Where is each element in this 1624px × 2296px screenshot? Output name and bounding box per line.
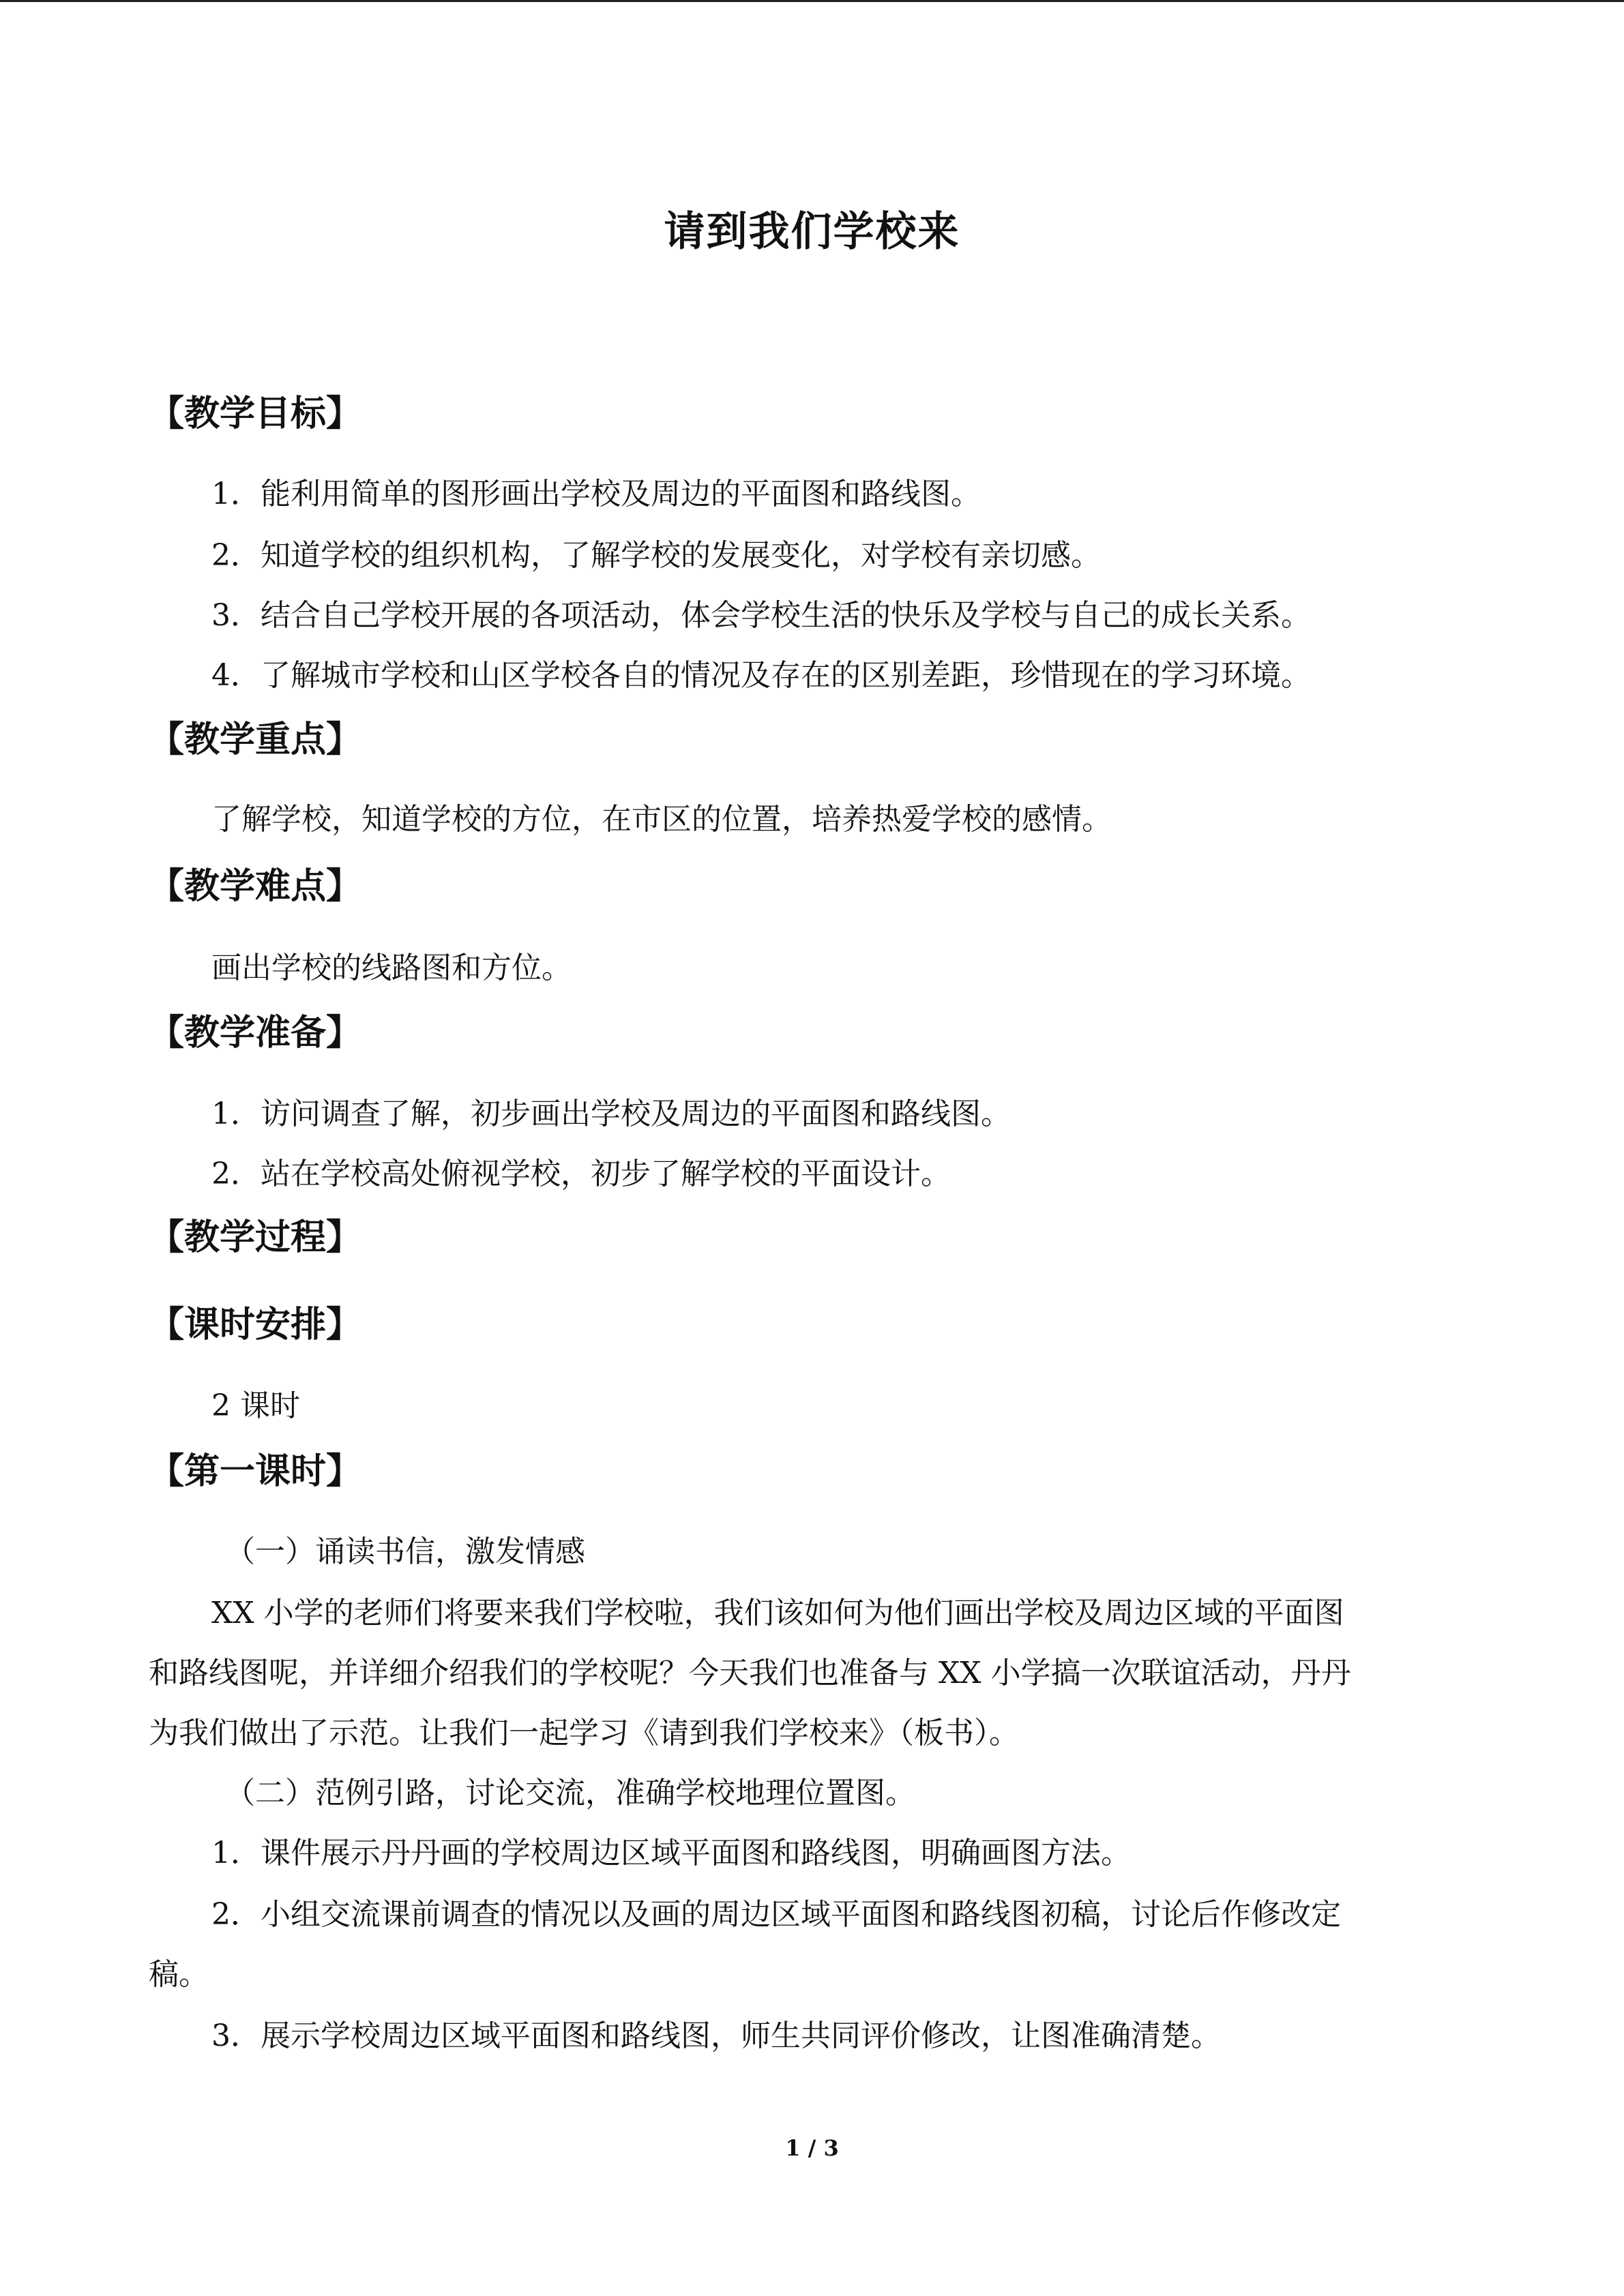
heading-teaching-process: 【教学过程】 <box>149 1217 362 1258</box>
heading-lesson-one: 【第一课时】 <box>149 1451 362 1492</box>
goal-item: 3．结合自己学校开展的各项活动，体会学校生活的快乐及学校与自己的成长关系。 <box>211 598 1311 633</box>
step-item: 2．小组交流课前调查的情况以及画的周边区域平面图和路线图初稿，讨论后作修改定 <box>211 1897 1341 1932</box>
difficulties-text: 画出学校的线路图和方位。 <box>211 951 572 985</box>
heading-schedule: 【课时安排】 <box>149 1304 362 1345</box>
top-border-line <box>0 0 1624 2</box>
key-points-text: 了解学校，知道学校的方位，在市区的位置，培养热爱学校的感情。 <box>211 802 1112 837</box>
heading-teaching-goals: 【教学目标】 <box>149 393 362 434</box>
heading-difficulties: 【教学难点】 <box>149 866 362 907</box>
schedule-text: 2 课时 <box>211 1388 300 1423</box>
preparation-item: 2．站在学校高处俯视学校，初步了解学校的平面设计。 <box>211 1157 951 1191</box>
heading-key-points: 【教学重点】 <box>149 719 362 760</box>
paragraph-line: 和路线图呢，并详细介绍我们的学校呢？今天我们也准备与 XX 小学搞一次联谊活动，丹丹 <box>149 1656 1351 1690</box>
heading-preparation: 【教学准备】 <box>149 1013 362 1054</box>
goal-item: 4．了解城市学校和山区学校各自的情况及存在的区别差距，珍惜现在的学习环境。 <box>211 658 1311 693</box>
goal-item: 1．能利用简单的图形画出学校及周边的平面图和路线图。 <box>211 477 981 511</box>
page-number: 1 / 3 <box>785 2135 839 2161</box>
lesson-part-title: （一）诵读书信，激发情感 <box>225 1534 585 1569</box>
preparation-item: 1．访问调查了解，初步画出学校及周边的平面图和路线图。 <box>211 1097 1011 1131</box>
document-title: 请到我们学校来 <box>664 208 960 256</box>
paragraph-line: 为我们做出了示范。让我们一起学习《请到我们学校来》（板书）。 <box>149 1716 1019 1750</box>
step-item: 3．展示学校周边区域平面图和路线图，师生共同评价修改，让图准确清楚。 <box>211 2018 1221 2053</box>
goal-item: 2．知道学校的组织机构，了解学校的发展变化，对学校有亲切感。 <box>211 538 1101 573</box>
step-item: 1．课件展示丹丹画的学校周边区域平面图和路线图，明确画图方法。 <box>211 1836 1131 1870</box>
lesson-part-title: （二）范例引路，讨论交流，准确学校地理位置图。 <box>225 1776 915 1810</box>
paragraph-line: XX 小学的老师们将要来我们学校啦，我们该如何为他们画出学校及周边区域的平面图 <box>211 1596 1344 1630</box>
step-item-continuation: 稿。 <box>149 1957 209 1992</box>
